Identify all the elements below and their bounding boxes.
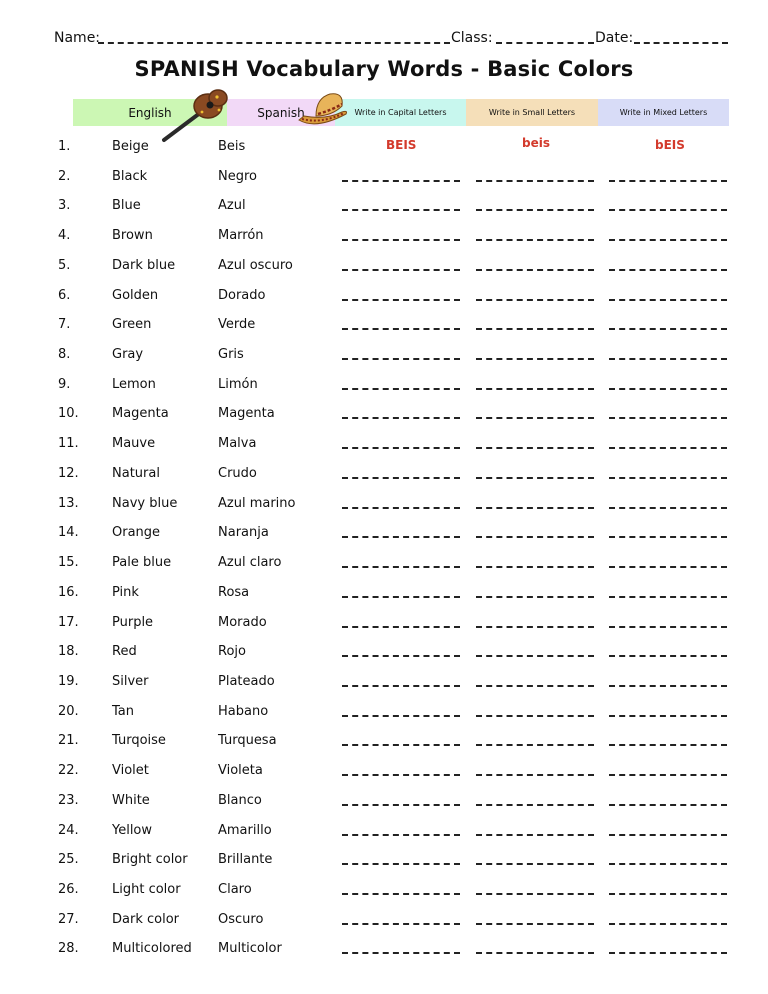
english-word: Purple: [112, 614, 154, 630]
english-word: Bright color: [112, 852, 188, 868]
capital-letters-blank[interactable]: [342, 507, 460, 509]
class-field[interactable]: [496, 30, 594, 44]
mixed-letters-blank[interactable]: [609, 536, 727, 538]
row-number: 6.: [58, 287, 71, 303]
small-letters-blank[interactable]: [476, 685, 594, 687]
mixed-letters-blank[interactable]: [609, 744, 727, 746]
capital-letters-blank[interactable]: [342, 596, 460, 598]
table-row: [0, 228, 768, 250]
english-word: Turqoise: [112, 733, 166, 749]
capital-letters-blank[interactable]: [342, 358, 460, 360]
row-number: 25.: [58, 852, 79, 868]
table-row: [0, 288, 768, 310]
mixed-letters-blank[interactable]: [609, 834, 727, 836]
small-letters-blank[interactable]: [476, 863, 594, 865]
table-row: [0, 466, 768, 488]
spanish-word: Rojo: [218, 644, 246, 660]
spanish-word: Gris: [218, 347, 244, 363]
small-letters-blank[interactable]: [476, 388, 594, 390]
spanish-word: Marrón: [218, 228, 264, 244]
mixed-letters-blank[interactable]: [609, 180, 727, 182]
spanish-word: Oscuro: [218, 911, 264, 927]
table-row: [0, 733, 768, 755]
spanish-word: Turquesa: [218, 733, 277, 749]
capital-letters-blank[interactable]: [342, 209, 460, 211]
mixed-letters-blank[interactable]: [609, 774, 727, 776]
row-number: 8.: [58, 347, 71, 363]
row-number: 28.: [58, 941, 79, 957]
mixed-letters-blank[interactable]: [609, 388, 727, 390]
row-number: 1.: [58, 139, 71, 154]
small-letters-blank[interactable]: [476, 536, 594, 538]
capital-letters-blank[interactable]: [342, 626, 460, 628]
capital-letters-blank[interactable]: [342, 655, 460, 657]
small-letters-blank[interactable]: [476, 447, 594, 449]
small-letters-blank[interactable]: [476, 744, 594, 746]
spanish-word: Azul: [218, 198, 246, 214]
capital-letters-blank[interactable]: [342, 536, 460, 538]
row-number: 23.: [58, 792, 79, 808]
mixed-letters-blank[interactable]: [609, 804, 727, 806]
sombrero-icon: [296, 90, 351, 128]
small-letters-blank[interactable]: [476, 328, 594, 330]
capital-letters-blank[interactable]: [342, 952, 460, 954]
table-row: [0, 585, 768, 607]
capital-letters-blank[interactable]: [342, 834, 460, 836]
capital-letters-blank[interactable]: [342, 863, 460, 865]
english-word: Beige: [112, 139, 149, 154]
spanish-word: Dorado: [218, 287, 266, 303]
table-row: [0, 644, 768, 666]
example-capital: BEIS: [386, 138, 417, 152]
table-row: [0, 496, 768, 518]
mixed-letters-blank[interactable]: [609, 685, 727, 687]
mixed-letters-blank[interactable]: [609, 507, 727, 509]
row-number: 20.: [58, 703, 79, 719]
column-header-small: Write in Small Letters: [466, 99, 598, 126]
mixed-letters-blank[interactable]: [609, 209, 727, 211]
row-number: 14.: [58, 525, 79, 541]
row-number: 15.: [58, 555, 79, 571]
column-header-spanish: Spanish: [227, 99, 335, 126]
spanish-word: Malva: [218, 436, 257, 452]
small-letters-blank[interactable]: [476, 477, 594, 479]
spanish-word: Morado: [218, 614, 267, 630]
small-letters-blank[interactable]: [476, 269, 594, 271]
mixed-letters-blank[interactable]: [609, 863, 727, 865]
table-row: [0, 436, 768, 458]
table-row: [0, 823, 768, 845]
capital-letters-blank[interactable]: [342, 417, 460, 419]
small-letters-blank[interactable]: [476, 239, 594, 241]
row-number: 27.: [58, 911, 79, 927]
table-row: [0, 198, 768, 220]
small-letters-blank[interactable]: [476, 180, 594, 182]
mixed-letters-blank[interactable]: [609, 655, 727, 657]
capital-letters-blank[interactable]: [342, 388, 460, 390]
page-title: SPANISH Vocabulary Words - Basic Colors: [134, 57, 634, 81]
row-number: 3.: [58, 198, 71, 214]
capital-letters-blank[interactable]: [342, 180, 460, 182]
column-header-capital: Write in Capital Letters: [335, 99, 466, 126]
capital-letters-blank[interactable]: [342, 239, 460, 241]
english-word: White: [112, 792, 150, 808]
column-header-mixed: Write in Mixed Letters: [598, 99, 729, 126]
capital-letters-blank[interactable]: [342, 299, 460, 301]
capital-letters-blank[interactable]: [342, 804, 460, 806]
spanish-word: Naranja: [218, 525, 269, 541]
capital-letters-blank[interactable]: [342, 893, 460, 895]
english-word: Black: [112, 168, 148, 184]
row-number: 9.: [58, 376, 71, 392]
mixed-letters-blank[interactable]: [609, 596, 727, 598]
row-number: 4.: [58, 228, 71, 244]
english-word: Green: [112, 317, 152, 333]
capital-letters-blank[interactable]: [342, 447, 460, 449]
capital-letters-blank[interactable]: [342, 477, 460, 479]
table-row: [0, 882, 768, 904]
capital-letters-blank[interactable]: [342, 566, 460, 568]
row-number: 18.: [58, 644, 79, 660]
spanish-word: Crudo: [218, 465, 257, 481]
guitar-icon: [160, 88, 230, 144]
mixed-letters-blank[interactable]: [609, 239, 727, 241]
small-letters-blank[interactable]: [476, 507, 594, 509]
english-word: Brown: [112, 228, 153, 244]
mixed-letters-blank[interactable]: [609, 566, 727, 568]
example-small: beis: [522, 136, 550, 150]
small-letters-blank[interactable]: [476, 566, 594, 568]
row-number: 11.: [58, 436, 79, 452]
spanish-word: Magenta: [218, 406, 275, 422]
spanish-word: Violeta: [218, 763, 263, 779]
spanish-word: Amarillo: [218, 822, 272, 838]
mixed-letters-blank[interactable]: [609, 299, 727, 301]
table-row: [0, 615, 768, 637]
mixed-letters-blank[interactable]: [609, 923, 727, 925]
english-word: Yellow: [112, 822, 153, 838]
small-letters-blank[interactable]: [476, 299, 594, 301]
name-field[interactable]: [98, 30, 450, 44]
table-row: [0, 941, 768, 963]
mixed-letters-blank[interactable]: [609, 626, 727, 628]
table-row: [0, 793, 768, 815]
table-row: [0, 525, 768, 547]
date-label: Date:: [595, 30, 634, 46]
mixed-letters-blank[interactable]: [609, 477, 727, 479]
capital-letters-blank[interactable]: [342, 269, 460, 271]
english-word: Golden: [112, 287, 159, 303]
small-letters-blank[interactable]: [476, 715, 594, 717]
capital-letters-blank[interactable]: [342, 774, 460, 776]
row-number: 5.: [58, 257, 71, 273]
table-row: [0, 347, 768, 369]
english-word: Tan: [112, 703, 134, 719]
small-letters-blank[interactable]: [476, 834, 594, 836]
mixed-letters-blank[interactable]: [609, 358, 727, 360]
english-word: Lemon: [112, 376, 156, 392]
small-letters-blank[interactable]: [476, 774, 594, 776]
class-label: Class:: [451, 30, 493, 46]
date-field[interactable]: [634, 30, 728, 44]
small-letters-blank[interactable]: [476, 626, 594, 628]
english-word: Blue: [112, 198, 141, 214]
english-word: Navy blue: [112, 495, 178, 511]
english-word: Mauve: [112, 436, 156, 452]
capital-letters-blank[interactable]: [342, 328, 460, 330]
small-letters-blank[interactable]: [476, 417, 594, 419]
table-row: [0, 406, 768, 428]
small-letters-blank[interactable]: [476, 209, 594, 211]
spanish-word: Rosa: [218, 584, 250, 600]
small-letters-blank[interactable]: [476, 358, 594, 360]
english-word: Dark blue: [112, 257, 176, 273]
spanish-word: Limón: [218, 376, 258, 392]
mixed-letters-blank[interactable]: [609, 447, 727, 449]
spanish-word: Brillante: [218, 852, 273, 868]
capital-letters-blank[interactable]: [342, 923, 460, 925]
english-word: Orange: [112, 525, 161, 541]
row-number: 13.: [58, 495, 79, 511]
small-letters-blank[interactable]: [476, 655, 594, 657]
row-number: 22.: [58, 763, 79, 779]
small-letters-blank[interactable]: [476, 596, 594, 598]
table-row: [0, 555, 768, 577]
spanish-word: Azul marino: [218, 495, 296, 511]
english-word: Natural: [112, 465, 160, 481]
english-word: Violet: [112, 763, 149, 779]
small-letters-blank[interactable]: [476, 923, 594, 925]
spanish-word: Habano: [218, 703, 269, 719]
table-row: [0, 763, 768, 785]
table-row: [0, 704, 768, 726]
table-row: [0, 169, 768, 191]
row-number: 12.: [58, 465, 79, 481]
mixed-letters-blank[interactable]: [609, 952, 727, 954]
row-number: 24.: [58, 822, 79, 838]
spanish-word: Azul oscuro: [218, 257, 293, 273]
english-word: Gray: [112, 347, 144, 363]
name-label: Name:: [54, 30, 101, 46]
table-row: [0, 852, 768, 874]
english-word: Pink: [112, 584, 139, 600]
small-letters-blank[interactable]: [476, 952, 594, 954]
mixed-letters-blank[interactable]: [609, 417, 727, 419]
capital-letters-blank[interactable]: [342, 715, 460, 717]
english-word: Red: [112, 644, 137, 660]
spanish-word: Verde: [218, 317, 256, 333]
row-number: 7.: [58, 317, 71, 333]
row-number: 10.: [58, 406, 79, 422]
row-number: 26.: [58, 882, 79, 897]
student-info-line: [54, 30, 728, 50]
english-word: Multicolored: [112, 941, 192, 957]
spanish-word: Negro: [218, 168, 257, 184]
spanish-word: Claro: [218, 882, 252, 897]
english-word: Magenta: [112, 406, 169, 422]
table-row: [0, 674, 768, 696]
capital-letters-blank[interactable]: [342, 685, 460, 687]
row-number: 19.: [58, 673, 79, 689]
english-word: Silver: [112, 673, 149, 689]
mixed-letters-blank[interactable]: [609, 328, 727, 330]
row-number: 21.: [58, 733, 79, 749]
row-number: 17.: [58, 614, 79, 630]
table-row: [0, 139, 768, 161]
spanish-word: Plateado: [218, 673, 275, 689]
mixed-letters-blank[interactable]: [609, 715, 727, 717]
column-header-english: English: [73, 99, 227, 126]
example-mixed: bEIS: [655, 138, 685, 152]
english-word: Dark color: [112, 911, 179, 927]
english-word: Light color: [112, 882, 181, 897]
table-row: [0, 377, 768, 399]
mixed-letters-blank[interactable]: [609, 269, 727, 271]
table-row: [0, 258, 768, 280]
spanish-word: Beis: [218, 139, 246, 154]
row-number: 16.: [58, 584, 79, 600]
capital-letters-blank[interactable]: [342, 744, 460, 746]
row-number: 2.: [58, 168, 71, 184]
small-letters-blank[interactable]: [476, 893, 594, 895]
spanish-word: Multicolor: [218, 941, 282, 957]
table-row: [0, 912, 768, 934]
mixed-letters-blank[interactable]: [609, 893, 727, 895]
small-letters-blank[interactable]: [476, 804, 594, 806]
spanish-word: Blanco: [218, 792, 262, 808]
spanish-word: Azul claro: [218, 555, 282, 571]
english-word: Pale blue: [112, 555, 172, 571]
table-row: [0, 317, 768, 339]
